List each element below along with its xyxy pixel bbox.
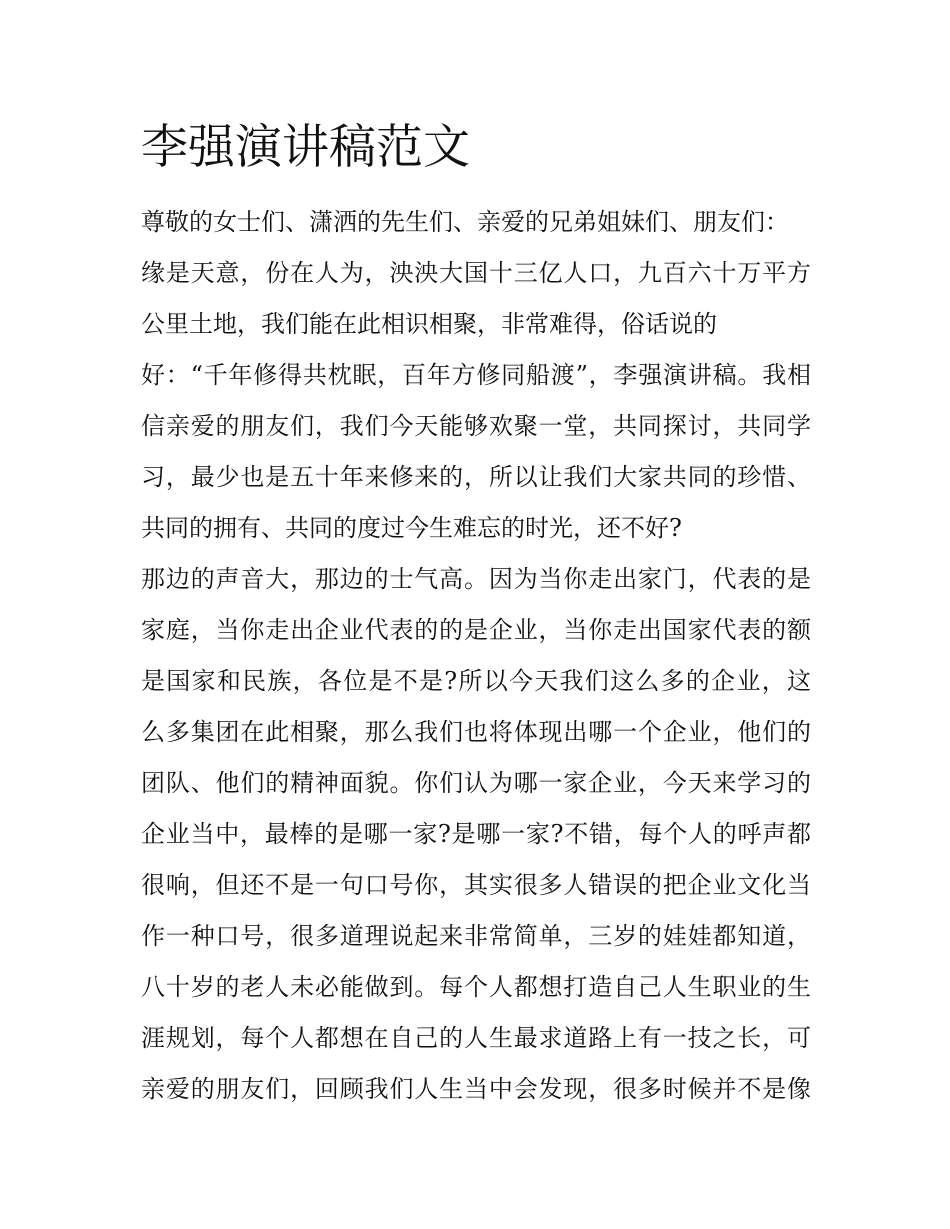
text-line-8: 那边的声音大，那边的士气高。因为当你走出家门，代表的是	[141, 565, 811, 593]
text-line-11: 么多集团在此相聚，那么我们也将体现出哪一个企业，他们的	[141, 718, 811, 746]
text-line-1: 尊敬的女士们、潇洒的先生们、亲爱的兄弟姐妹们、朋友们：	[141, 208, 789, 236]
text-line-18: 亲爱的朋友们，回顾我们人生当中会发现，很多时候并不是像	[141, 1075, 811, 1103]
text-line-2: 缘是天意，份在人为，泱泱大国十三亿人口，九百六十万平方	[141, 259, 811, 287]
text-line-14: 很响，但还不是一句口号你，其实很多人错误的把企业文化当	[141, 871, 811, 899]
text-line-3: 公里土地，我们能在此相识相聚，非常难得，俗话说的	[141, 310, 717, 338]
text-line-6: 习，最少也是五十年来修来的，所以让我们大家共同的珍惜、	[141, 463, 811, 491]
text-line-10: 是国家和民族，各位是不是?所以今天我们这么多的企业，这	[141, 667, 811, 695]
text-line-15: 作一种口号，很多道理说起来非常简单，三岁的娃娃都知道，	[141, 922, 811, 950]
document-body	[141, 197, 821, 1115]
text-line-16: 八十岁的老人未必能做到。每个人都想打造自己人生职业的生	[141, 973, 811, 1001]
text-line-4: 好：“千年修得共枕眠，百年方修同船渡”，李强演讲稿。我相	[141, 361, 811, 389]
page-title: 李强演讲稿范文	[141, 120, 470, 175]
text-line-7: 共同的拥有、共同的度过今生难忘的时光，还不好?	[141, 514, 682, 542]
text-line-9: 家庭，当你走出企业代表的的是企业，当你走出国家代表的额	[141, 616, 811, 644]
text-line-5: 信亲爱的朋友们，我们今天能够欢聚一堂，共同探讨，共同学	[141, 412, 811, 440]
text-line-13: 企业当中，最棒的是哪一家?是哪一家?不错，每个人的呼声都	[141, 820, 811, 848]
text-line-12: 团队、他们的精神面貌。你们认为哪一家企业，今天来学习的	[141, 769, 811, 797]
text-line-17: 涯规划，每个人都想在自己的人生最求道路上有一技之长，可	[141, 1024, 811, 1052]
